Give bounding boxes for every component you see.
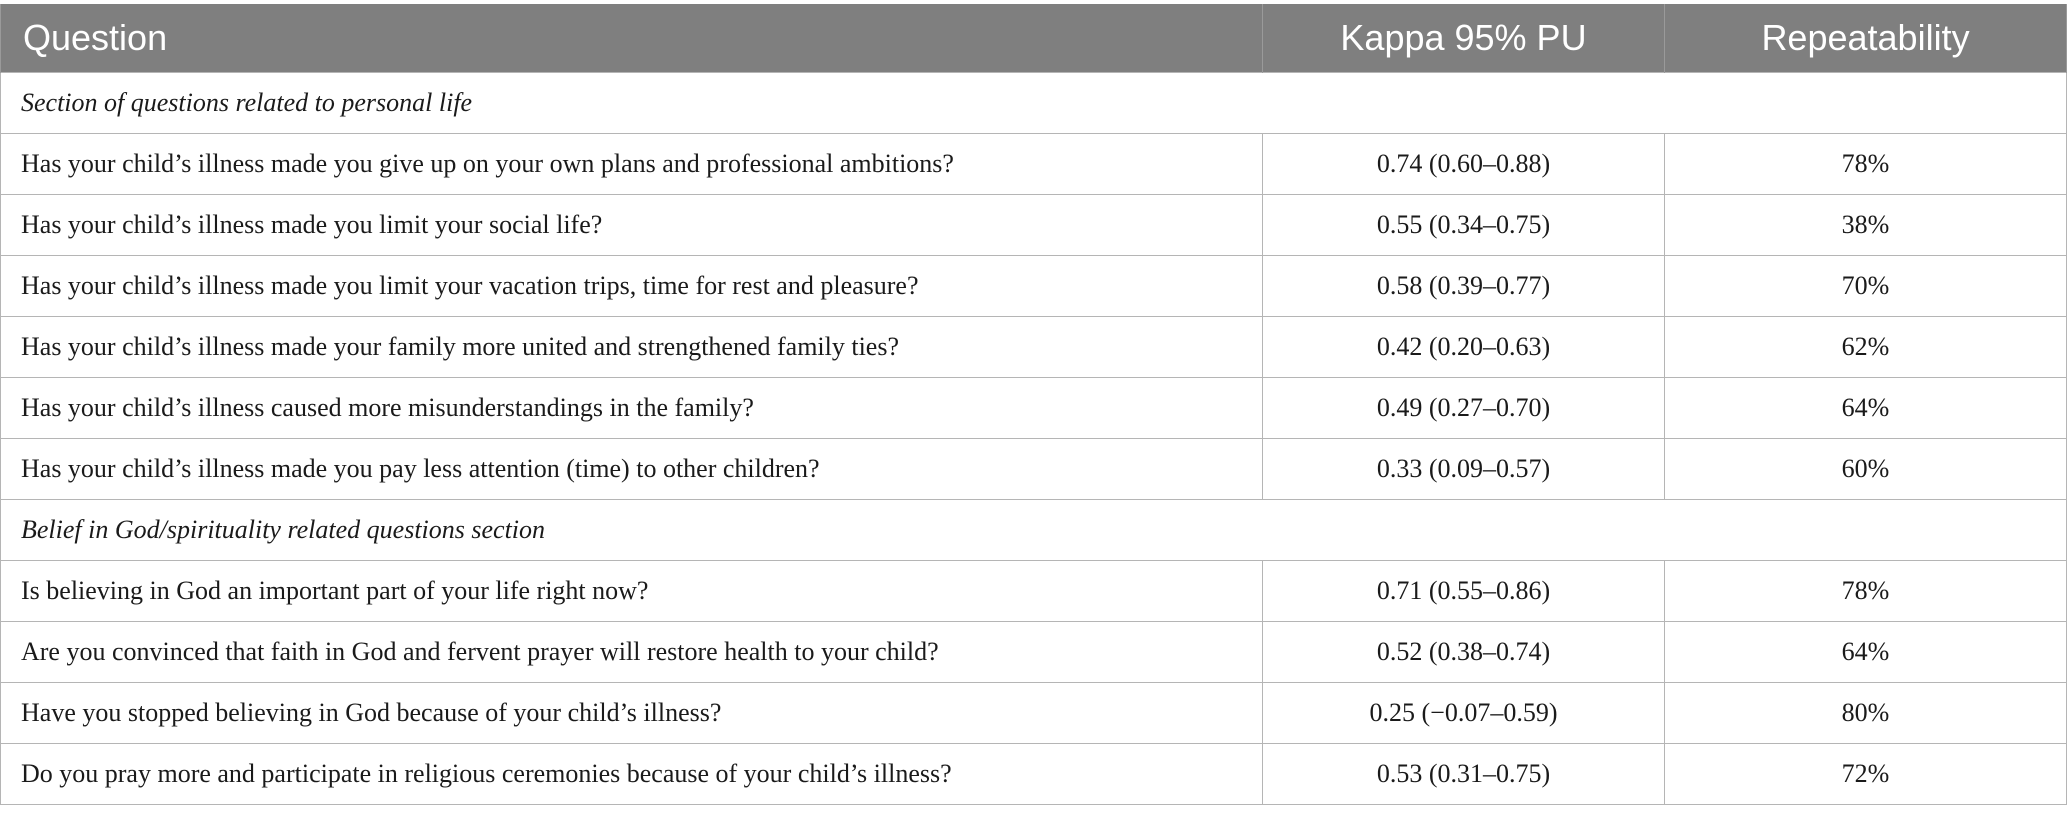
question-cell: Has your child’s illness made you limit your vacation trips, time for rest and pleasure? xyxy=(1,256,1263,317)
header-repeatability: Repeatability xyxy=(1665,4,2067,73)
section-row xyxy=(1,500,2067,561)
table-row xyxy=(1,256,2067,317)
kappa-cell: 0.71 (0.55–0.86) xyxy=(1263,561,1665,622)
question-cell: Are you convinced that faith in God and fervent prayer will restore health to your child? xyxy=(1,622,1263,683)
table-row xyxy=(1,439,2067,500)
repeatability-cell: 80% xyxy=(1665,683,2067,744)
repeatability-cell: 38% xyxy=(1665,195,2067,256)
repeatability-cell: 70% xyxy=(1665,256,2067,317)
section-title: Section of questions related to personal life xyxy=(1,73,2067,134)
section-title: Belief in God/spirituality related questions section xyxy=(1,500,2067,561)
repeatability-cell: 78% xyxy=(1665,561,2067,622)
question-cell: Has your child’s illness made you pay less attention (time) to other children? xyxy=(1,439,1263,500)
kappa-cell: 0.42 (0.20–0.63) xyxy=(1263,317,1665,378)
header-question: Question xyxy=(1,4,1263,73)
kappa-cell: 0.55 (0.34–0.75) xyxy=(1263,195,1665,256)
kappa-cell: 0.74 (0.60–0.88) xyxy=(1263,134,1665,195)
table-row xyxy=(1,378,2067,439)
table-row xyxy=(1,744,2067,805)
kappa-cell: 0.25 (−0.07–0.59) xyxy=(1263,683,1665,744)
table-row xyxy=(1,622,2067,683)
repeatability-cell: 64% xyxy=(1665,622,2067,683)
kappa-cell: 0.58 (0.39–0.77) xyxy=(1263,256,1665,317)
table-body xyxy=(1,73,2067,805)
question-cell: Has your child’s illness made you give up on your own plans and professional ambitions? xyxy=(1,134,1263,195)
kappa-cell: 0.33 (0.09–0.57) xyxy=(1263,439,1665,500)
table-row xyxy=(1,561,2067,622)
data-table-container xyxy=(0,4,2067,805)
question-cell: Has your child’s illness made you limit your social life? xyxy=(1,195,1263,256)
table-row xyxy=(1,317,2067,378)
question-cell: Do you pray more and participate in religious ceremonies because of your child’s illness? xyxy=(1,744,1263,805)
table-row xyxy=(1,134,2067,195)
table-row xyxy=(1,195,2067,256)
repeatability-cell: 72% xyxy=(1665,744,2067,805)
kappa-cell: 0.53 (0.31–0.75) xyxy=(1263,744,1665,805)
table-header xyxy=(1,4,2067,73)
kappa-repeatability-table xyxy=(0,4,2067,805)
section-row xyxy=(1,73,2067,134)
question-cell: Is believing in God an important part of your life right now? xyxy=(1,561,1263,622)
kappa-cell: 0.49 (0.27–0.70) xyxy=(1263,378,1665,439)
question-cell: Has your child’s illness caused more misunderstandings in the family? xyxy=(1,378,1263,439)
header-kappa: Kappa 95% PU xyxy=(1263,4,1665,73)
repeatability-cell: 60% xyxy=(1665,439,2067,500)
repeatability-cell: 62% xyxy=(1665,317,2067,378)
question-cell: Have you stopped believing in God because of your child’s illness? xyxy=(1,683,1263,744)
kappa-cell: 0.52 (0.38–0.74) xyxy=(1263,622,1665,683)
header-row xyxy=(1,4,2067,73)
repeatability-cell: 78% xyxy=(1665,134,2067,195)
repeatability-cell: 64% xyxy=(1665,378,2067,439)
table-row xyxy=(1,683,2067,744)
question-cell: Has your child’s illness made your family more united and strengthened family ties? xyxy=(1,317,1263,378)
